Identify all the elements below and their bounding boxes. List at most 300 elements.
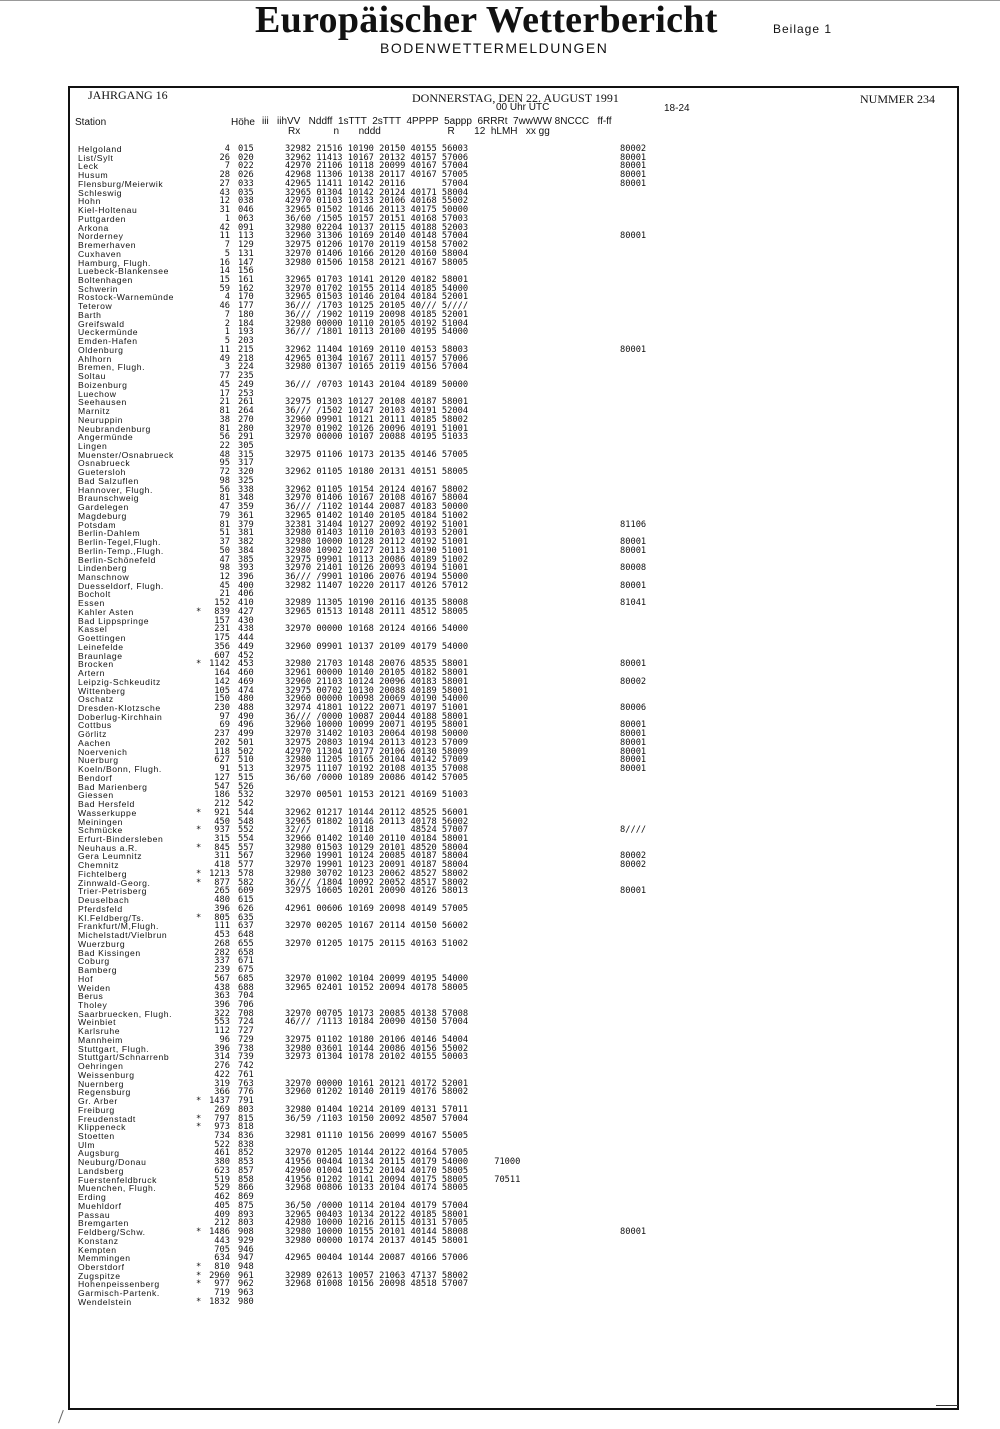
station-row	[78, 293, 948, 302]
station-data: 32966 01402 10140 20110 40184 58001	[285, 834, 469, 845]
station-id: 501	[238, 737, 254, 748]
station-name: Fichtelberg	[78, 868, 128, 879]
station-name: Neuruppin	[78, 414, 124, 425]
station-row	[78, 1045, 948, 1054]
station-id: 727	[238, 1026, 254, 1037]
station-data: 36/60 /1505 10157 20151 40168 57003	[285, 213, 469, 224]
station-id: 893	[238, 1209, 254, 1220]
station-data: 32/// 10118 48524 57007	[285, 825, 469, 836]
station-name: Fuerstenfeldbruck	[78, 1174, 157, 1185]
station-data: 42970 11304 10177 20106 40130 58009	[285, 746, 469, 757]
mountain-marker: *	[196, 1122, 202, 1133]
station-data: 32980 00000 10110 20105 40192 51004	[285, 318, 469, 329]
station-id: 869	[238, 1192, 254, 1203]
station-name: Bad Lippspringe	[78, 615, 150, 626]
station-row	[78, 494, 948, 503]
report-time: 00 Uhr UTC	[496, 102, 550, 113]
station-id: 803	[238, 1104, 254, 1115]
station-row	[78, 556, 948, 565]
station-id: 552	[238, 825, 254, 836]
station-name: Brocken	[78, 659, 114, 670]
station-name: Braunlage	[78, 650, 123, 661]
station-name: Passau	[78, 1209, 111, 1220]
station-height: 567	[214, 973, 230, 984]
station-data: 32980 01404 10214 20109 40131 57011	[285, 1104, 469, 1115]
station-height: 81	[219, 519, 230, 530]
mountain-marker: *	[196, 1262, 202, 1272]
station-height: 37	[219, 537, 230, 548]
station-row	[78, 564, 948, 573]
station-data: 32980 02204 10137 20115 40188 52003	[285, 222, 469, 233]
station-id: 113	[238, 231, 254, 242]
station-name: Arkona	[78, 222, 109, 233]
station-height: 56	[219, 484, 230, 495]
station-height: 4	[224, 144, 230, 154]
station-name: Hof	[78, 973, 94, 984]
station-height: 453	[214, 930, 230, 941]
station-data: 32980 10902 10127 20113 40190 51001	[285, 545, 469, 556]
station-height: 14	[219, 266, 230, 277]
station-height: 547	[214, 781, 230, 792]
station-data: 46/// /1113 10184 20090 40150 57004	[285, 1017, 469, 1028]
station-height: 322	[214, 1008, 230, 1019]
station-height: 26	[219, 152, 230, 163]
station-data: 32965 01503 10146 20104 40184 52001	[285, 292, 469, 303]
station-id: 724	[238, 1017, 254, 1028]
station-height: 16	[219, 257, 230, 268]
column-codes-line2: Rx n nddd R 12 hLMH xx gg	[288, 126, 550, 137]
station-data: 32965 01502 10146 20113 40175 50000	[285, 205, 469, 216]
station-name: Hannover, Flugh.	[78, 484, 154, 495]
station-data: 32970 21401 10126 20093 40194 51001	[285, 563, 469, 574]
station-name: Frankfurt/M,Flugh.	[78, 921, 160, 932]
station-data: 32975 09901 10113 20086 40189 51002	[285, 554, 469, 565]
station-id: 235	[238, 371, 254, 382]
station-row	[78, 992, 948, 1001]
station-id: 688	[238, 982, 254, 993]
station-id: 706	[238, 999, 254, 1010]
station-id: 410	[238, 598, 254, 609]
station-height: 462	[214, 1192, 230, 1203]
station-height: 79	[219, 510, 230, 521]
station-height: 937	[214, 825, 230, 836]
station-row	[78, 468, 948, 477]
station-height: 105	[214, 685, 230, 696]
station-row	[78, 852, 948, 861]
station-row	[78, 931, 948, 940]
station-id: 947	[238, 1253, 254, 1264]
station-name: Coburg	[78, 956, 110, 967]
station-row	[78, 1246, 948, 1255]
station-name: Hohenpeissenberg	[78, 1279, 160, 1290]
station-row	[78, 957, 948, 966]
mountain-marker: *	[196, 1113, 202, 1124]
jahrgang-label: JAHRGANG 16	[88, 88, 168, 102]
station-data: 32970 00501 10153 20121 40169 51003	[285, 790, 469, 801]
station-name: Angermünde	[78, 432, 134, 443]
station-height: 11	[219, 231, 230, 242]
station-id: 609	[238, 886, 254, 897]
station-height: 21	[219, 589, 230, 600]
station-height: 519	[214, 1174, 230, 1185]
station-data: 32980 01503 10129 20101 48520 58004	[285, 842, 469, 853]
station-name: Lingen	[78, 440, 108, 451]
station-id: 866	[238, 1183, 254, 1194]
station-name: Puttgarden	[78, 213, 127, 224]
station-id: 815	[238, 1113, 254, 1124]
station-height: 396	[214, 903, 230, 914]
station-name: Memmingen	[78, 1253, 131, 1264]
station-data: 32968 01008 10156 20098 48518 57007	[285, 1279, 469, 1290]
station-id: 035	[238, 187, 254, 198]
station-row	[78, 372, 948, 381]
mountain-marker: *	[196, 912, 202, 923]
station-row	[78, 695, 948, 704]
station-height: 409	[214, 1209, 230, 1220]
station-id: 184	[238, 318, 254, 329]
station-row	[78, 1237, 948, 1246]
station-extra: 80001	[620, 178, 647, 189]
station-extra: 80002	[620, 851, 647, 862]
station-height: 127	[214, 772, 230, 783]
station-id: 515	[238, 772, 254, 783]
station-row	[78, 259, 948, 268]
station-name: Kahler Asten	[78, 606, 134, 617]
station-id: 460	[238, 668, 254, 679]
station-name: Gera Leumnitz	[78, 851, 143, 862]
station-height: 43	[219, 187, 230, 198]
station-data: 32962 01217 10144 20112 48525 56001	[285, 807, 469, 818]
station-id: 838	[238, 1139, 254, 1150]
station-height: 4	[224, 292, 230, 303]
station-id: 961	[238, 1270, 254, 1281]
station-row	[78, 634, 948, 643]
station-id: 218	[238, 353, 254, 364]
station-name: Kassel	[78, 624, 108, 635]
station-row	[78, 713, 948, 722]
station-id: 635	[238, 912, 254, 923]
station-height: 50	[219, 545, 230, 556]
station-height: 22	[219, 440, 230, 451]
station-name: Berlin-Dahlem	[78, 528, 141, 539]
station-id: 626	[238, 903, 254, 914]
station-row	[78, 241, 948, 250]
station-height: 2	[224, 318, 230, 329]
station-row	[78, 914, 948, 923]
station-row	[78, 346, 948, 355]
station-row	[78, 940, 948, 949]
station-row	[78, 975, 948, 984]
station-data: 32965 01513 10148 20111 48512 58005	[285, 606, 469, 617]
station-name: Gardelegen	[78, 502, 129, 513]
station-height: 1213	[209, 868, 230, 879]
station-height: 5	[224, 336, 230, 347]
station-name: Neuburg/Donau	[78, 1157, 147, 1168]
station-height: 607	[214, 650, 230, 661]
station-height: 27	[219, 178, 230, 189]
station-row	[78, 966, 948, 975]
station-height: 95	[219, 458, 230, 469]
station-name: Erding	[78, 1192, 107, 1203]
station-name: Flensburg/Meierwik	[78, 178, 164, 189]
station-row	[78, 477, 948, 486]
station-name: Norderney	[78, 231, 124, 242]
station-row	[78, 407, 948, 416]
station-row	[78, 1132, 948, 1141]
station-id: 452	[238, 650, 254, 661]
station-id: 015	[238, 144, 254, 154]
station-id: 852	[238, 1148, 254, 1159]
station-name: Boizenburg	[78, 379, 128, 390]
station-id: 315	[238, 449, 254, 460]
station-extra: 80001	[620, 231, 647, 242]
station-height: 12	[219, 571, 230, 582]
station-data: 32962 01105 10154 20124 40167 58002	[285, 484, 469, 495]
station-height: 112	[214, 1026, 230, 1037]
station-row	[78, 1202, 948, 1211]
station-height: 212	[214, 799, 230, 810]
station-row	[78, 669, 948, 678]
station-name: Stuttgart, Flugh.	[78, 1043, 150, 1054]
station-row	[78, 1158, 948, 1167]
station-id: 393	[238, 563, 254, 574]
station-row	[78, 398, 948, 407]
station-id: 317	[238, 458, 254, 469]
station-id: 761	[238, 1069, 254, 1080]
station-height: 810	[214, 1262, 230, 1272]
station-height: 47	[219, 502, 230, 513]
station-data: 32975 01106 10173 20135 40146 57005	[285, 449, 469, 460]
station-name: Leipzig-Schkeuditz	[78, 676, 161, 687]
station-row	[78, 625, 948, 634]
station-name: Seehausen	[78, 397, 127, 408]
station-name: Manschnow	[78, 571, 130, 582]
station-row	[78, 171, 948, 180]
station-extra: 80001	[620, 659, 647, 670]
station-data: 32960 09901 10137 20109 40179 54000	[285, 641, 469, 652]
station-data: 32980 01506 10158 20121 40167 58005	[285, 257, 469, 268]
station-height: 380	[214, 1157, 230, 1168]
station-data: 42960 01004 10152 20104 40170 58005	[285, 1165, 469, 1176]
station-id: 338	[238, 484, 254, 495]
station-id: 453	[238, 659, 254, 670]
column-hoehe: Höhe	[231, 117, 255, 128]
station-data: 32961 00000 10140 20105 40182 58001	[285, 668, 469, 679]
station-height: 98	[219, 475, 230, 486]
station-height: 150	[214, 694, 230, 705]
station-name: Landsberg	[78, 1165, 125, 1176]
station-row	[78, 704, 948, 713]
station-row	[78, 887, 948, 896]
station-height: 12	[219, 196, 230, 207]
station-id: 147	[238, 257, 254, 268]
mountain-marker: *	[196, 842, 202, 853]
station-id: 438	[238, 624, 254, 635]
station-height: 396	[214, 999, 230, 1010]
station-name: Garmisch-Partenk.	[78, 1288, 160, 1299]
mountain-marker: *	[196, 1279, 202, 1290]
station-row	[78, 599, 948, 608]
station-row	[78, 1097, 948, 1106]
station-height: 443	[214, 1235, 230, 1246]
station-row	[78, 1053, 948, 1062]
station-name: Hamburg, Flugh.	[78, 257, 152, 268]
station-height: 81	[219, 406, 230, 417]
station-name: Michelstadt/Vielbrun	[78, 930, 168, 941]
station-name: Bad Hersfeld	[78, 799, 135, 810]
station-height: 72	[219, 467, 230, 478]
station-name: Duesseldorf, Flugh.	[78, 580, 164, 591]
station-data: 42965 11411 10142 20116 57004	[285, 178, 469, 189]
station-height: 461	[214, 1148, 230, 1159]
station-name: Gr. Arber	[78, 1096, 118, 1107]
station-row	[78, 154, 948, 163]
station-id: 929	[238, 1235, 254, 1246]
station-data: 32965 00403 10134 20122 40185 58001	[285, 1209, 469, 1220]
station-row	[78, 1228, 948, 1237]
station-id: 253	[238, 388, 254, 399]
station-row	[78, 1184, 948, 1193]
station-name: Braunschweig	[78, 493, 140, 504]
station-extra: 80001	[620, 170, 647, 181]
station-id: 554	[238, 834, 254, 845]
page-subtitle: BODENWETTERMELDUNGEN	[380, 40, 609, 56]
station-row	[78, 783, 948, 792]
station-height: 422	[214, 1069, 230, 1080]
station-table	[78, 145, 948, 1307]
station-row	[78, 311, 948, 320]
station-row	[78, 547, 948, 556]
mountain-marker: *	[196, 868, 202, 879]
station-name: Berlin-Temp.,Flugh.	[78, 545, 164, 556]
station-row	[78, 608, 948, 617]
station-height: 734	[214, 1130, 230, 1141]
station-name: Bendorf	[78, 772, 113, 783]
station-row	[78, 180, 948, 189]
station-row	[78, 285, 948, 294]
station-id: 291	[238, 432, 254, 443]
station-data: 32970 01902 10126 20096 40191 51001	[285, 423, 469, 434]
station-row	[78, 896, 948, 905]
station-height: 1832	[209, 1296, 230, 1307]
station-name: Bad Kissingen	[78, 947, 141, 958]
station-extra: 80001	[620, 720, 647, 731]
station-height: 719	[214, 1288, 230, 1299]
station-id: 038	[238, 196, 254, 207]
station-data: 32970 00000 10168 20124 40166 54000	[285, 624, 469, 635]
station-extra: 80008	[620, 563, 647, 574]
station-name: Leinefelde	[78, 641, 124, 652]
station-name: Berus	[78, 991, 104, 1002]
station-id: 177	[238, 301, 254, 312]
station-name: Bremerhaven	[78, 240, 137, 251]
station-name: Deuselbach	[78, 895, 130, 906]
station-name: Hohn	[78, 196, 101, 207]
station-name: Greifswald	[78, 318, 125, 329]
station-height: 7	[224, 161, 230, 172]
station-name: Leck	[78, 161, 99, 172]
station-name: Kiel-Holtenau	[78, 205, 138, 216]
station-name: Mannheim	[78, 1034, 123, 1045]
station-id: 270	[238, 414, 254, 425]
station-row	[78, 643, 948, 652]
station-id: 488	[238, 703, 254, 713]
station-row	[78, 381, 948, 390]
station-id: 542	[238, 799, 254, 810]
station-name: Dresden-Klotzsche	[78, 703, 161, 713]
station-height: 438	[214, 982, 230, 993]
station-name: Bremgarten	[78, 1218, 129, 1229]
station-extra: 80001	[620, 161, 647, 172]
station-name: Bocholt	[78, 589, 111, 600]
station-height: 212	[214, 1218, 230, 1229]
station-id: 637	[238, 921, 254, 932]
station-id: 648	[238, 930, 254, 941]
station-height: 921	[214, 807, 230, 818]
station-height: 31	[219, 205, 230, 216]
station-row	[78, 800, 948, 809]
station-height: 627	[214, 755, 230, 766]
station-extra: 80001	[620, 737, 647, 748]
station-height: 7	[224, 240, 230, 251]
station-name: Kempten	[78, 1244, 117, 1255]
station-id: 742	[238, 1061, 254, 1072]
period-label: 18-24	[664, 103, 690, 114]
station-id: 853	[238, 1157, 254, 1168]
station-height: 314	[214, 1052, 230, 1063]
station-data: 32973 01304 10178 20102 40155 50003	[285, 1052, 469, 1063]
station-id: 763	[238, 1078, 254, 1089]
station-row	[78, 835, 948, 844]
station-name: Saarbruecken, Flugh.	[78, 1008, 173, 1019]
station-row	[78, 818, 948, 827]
column-station: Station	[75, 117, 107, 128]
station-id: 026	[238, 170, 254, 181]
station-row	[78, 363, 948, 372]
station-extra: 80001	[620, 152, 647, 163]
station-extra: 80001	[620, 545, 647, 556]
station-data: 32970 01406 10167 20108 40167 58004	[285, 493, 469, 504]
station-data: 32970 00705 10173 20085 40138 57008	[285, 1008, 469, 1019]
station-data: 32975 00702 10130 20088 40189 58001	[285, 685, 469, 696]
station-data: 32981 01110 10156 20099 40167 55005	[285, 1130, 469, 1141]
station-height: 522	[214, 1139, 230, 1150]
station-height: 977	[214, 1279, 230, 1290]
station-id: 325	[238, 475, 254, 486]
station-height: 77	[219, 371, 230, 382]
station-name: Boltenhagen	[78, 275, 133, 286]
station-extra: 80001	[620, 755, 647, 766]
station-data: 32975 01206 10170 20119 40158 57002	[285, 240, 469, 251]
station-row	[78, 320, 948, 329]
station-height: 81	[219, 493, 230, 504]
station-height: 202	[214, 737, 230, 748]
station-name: Stoetten	[78, 1130, 115, 1141]
station-data: 32980 10000 10155 20101 40144 58008	[285, 1227, 469, 1238]
station-row	[78, 687, 948, 696]
station-name: Wuerzburg	[78, 938, 126, 949]
station-name: Muenchen, Flugh.	[78, 1183, 157, 1194]
station-id: 161	[238, 275, 254, 286]
station-height: 231	[214, 624, 230, 635]
station-id: 948	[238, 1262, 254, 1272]
station-extra: 80001	[620, 580, 647, 591]
mountain-marker: *	[196, 807, 202, 818]
station-height: 5	[224, 248, 230, 259]
station-name: Rostock-Warnemünde	[78, 292, 174, 303]
station-height: 42	[219, 222, 230, 233]
station-row	[78, 1106, 948, 1115]
